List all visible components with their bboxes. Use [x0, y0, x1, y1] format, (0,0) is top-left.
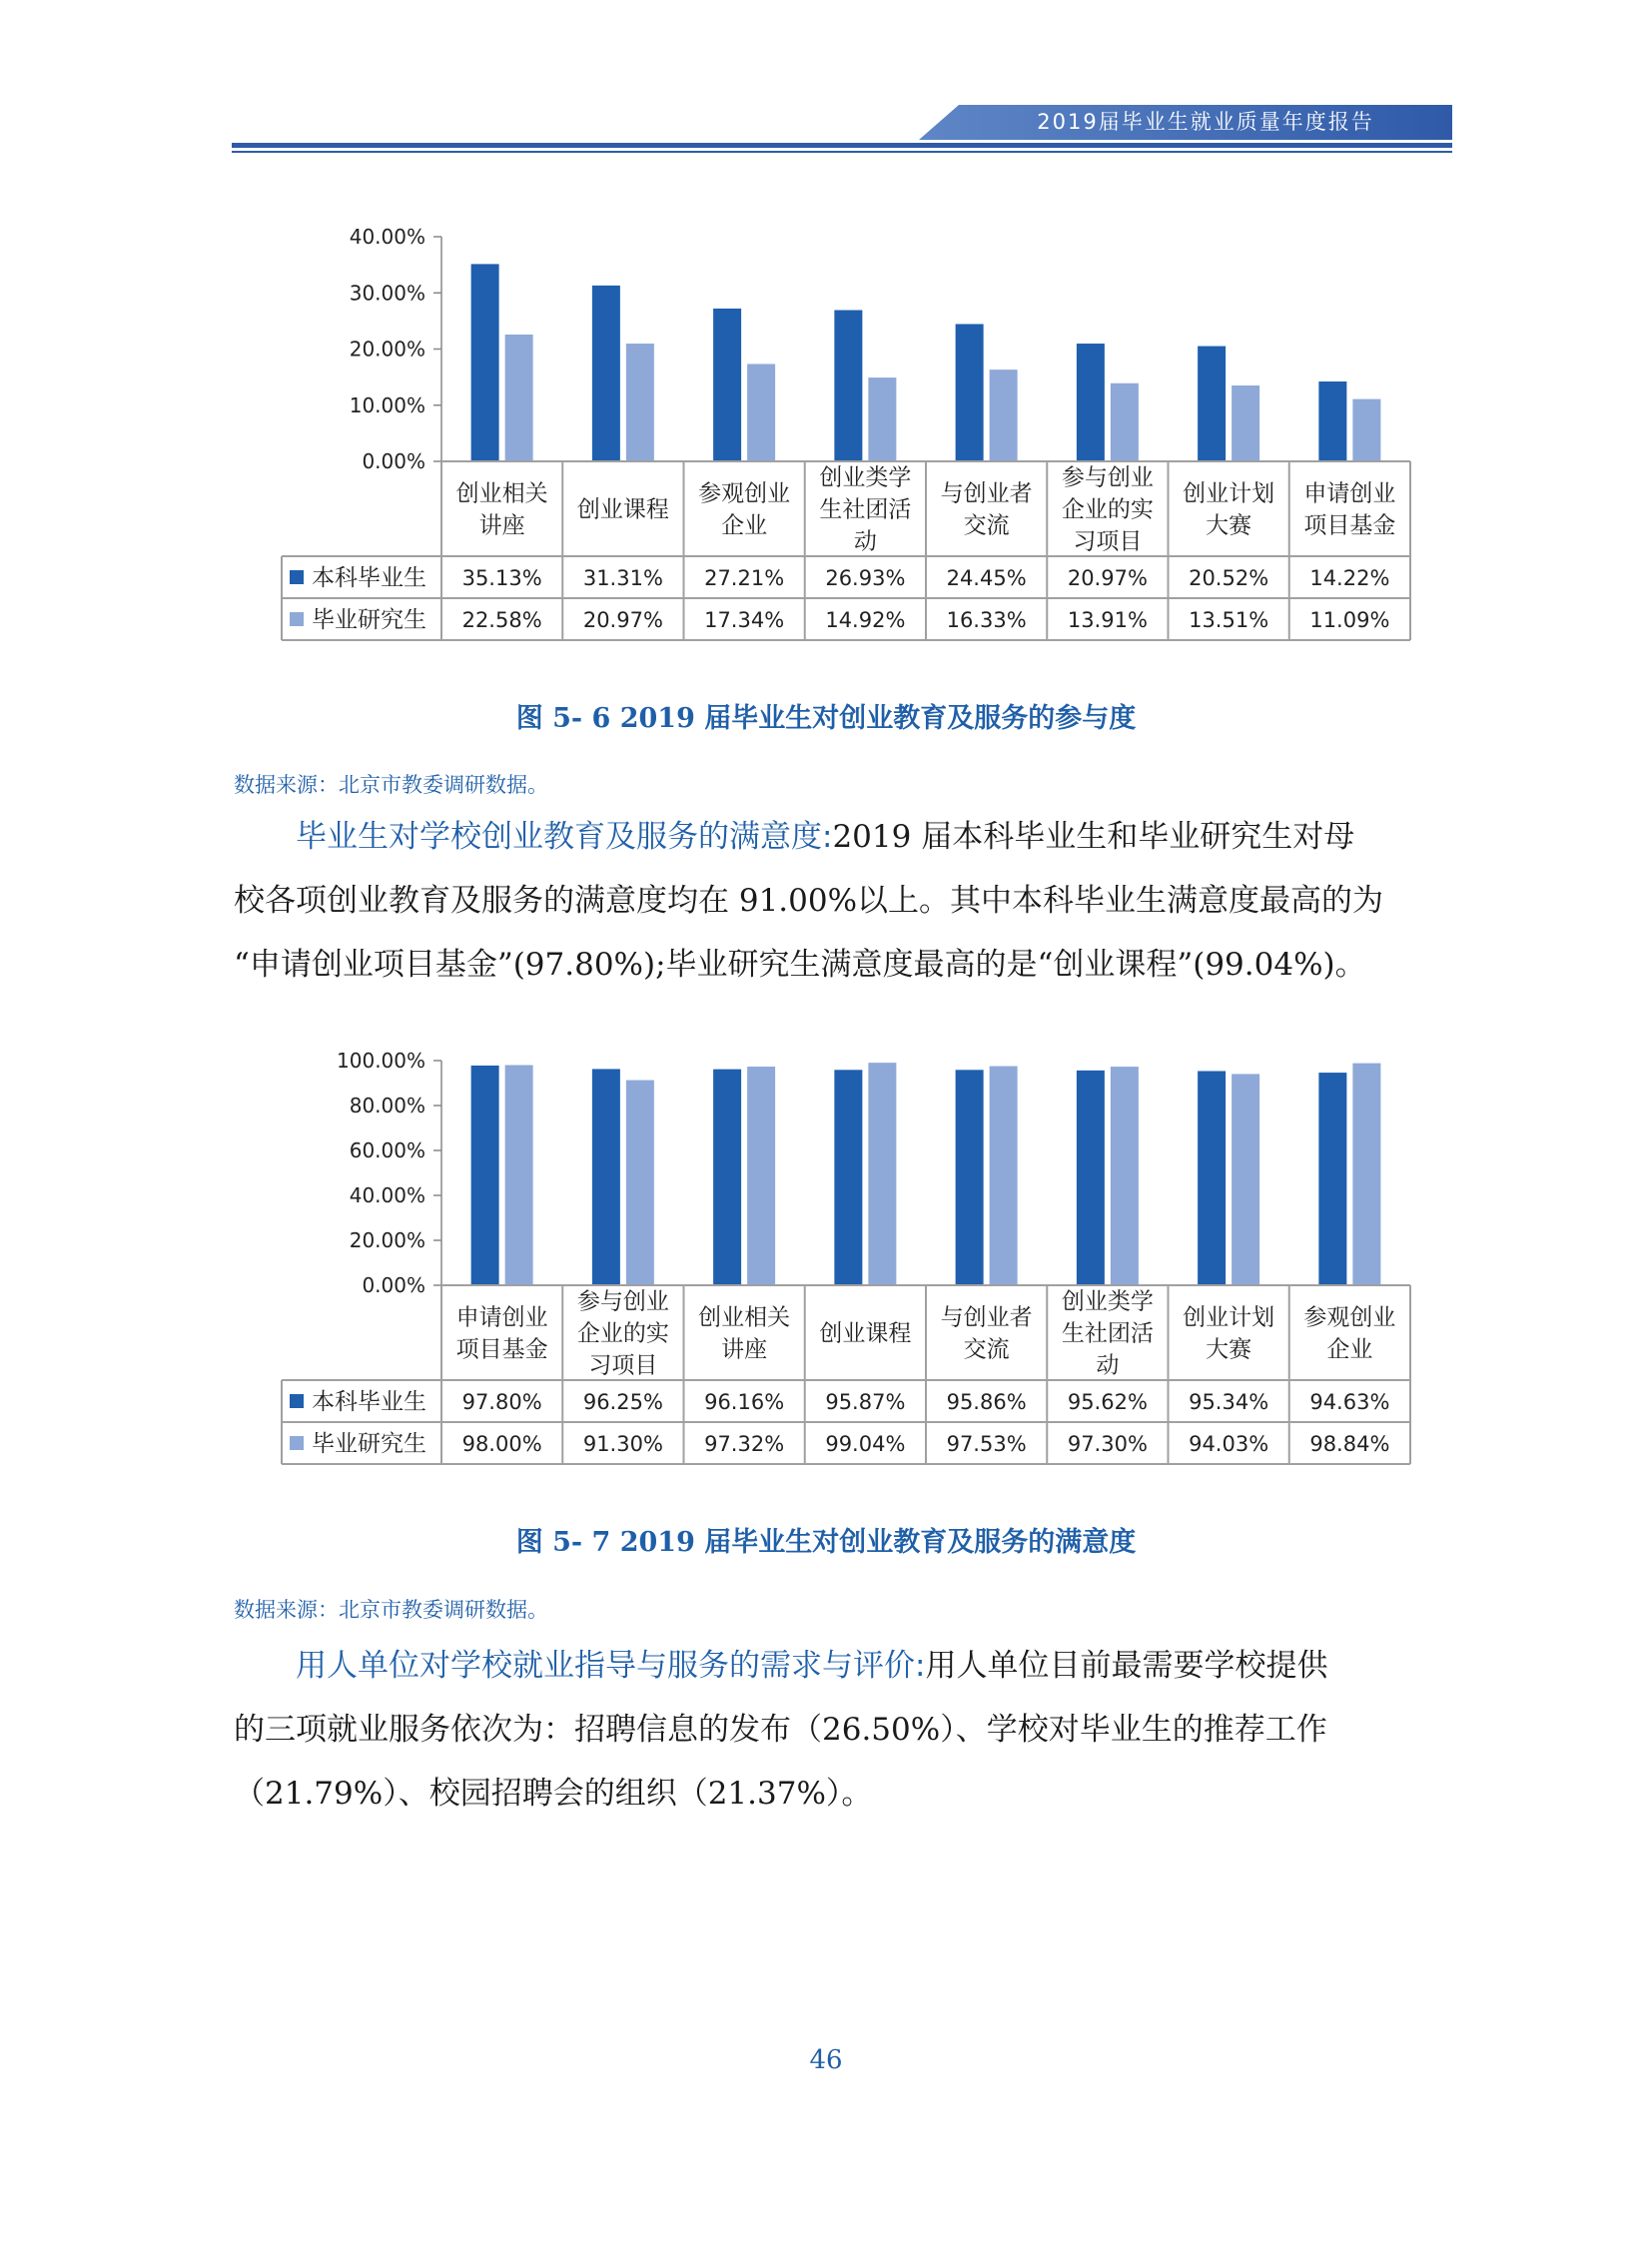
category-label: 参观创业	[698, 480, 791, 507]
category-label: 与创业者	[940, 480, 1033, 507]
data-label: 98.00%	[461, 1432, 542, 1456]
y-tick-label: 10.00%	[349, 392, 425, 417]
y-tick-label: 80.00%	[349, 1094, 425, 1118]
legend-key	[290, 570, 304, 584]
data-label: 95.87%	[825, 1390, 906, 1414]
category-label: 生社团活	[819, 496, 912, 523]
bar-2-s0-c1	[592, 1069, 620, 1285]
category-label: 创业类学	[819, 464, 912, 491]
data-label: 31.31%	[582, 566, 663, 590]
bar-2-s1-c1	[626, 1081, 654, 1285]
data-label: 26.93%	[825, 566, 906, 590]
data-label: 20.97%	[582, 608, 663, 632]
category-label: 参与创业	[576, 1288, 669, 1315]
data-label: 13.51%	[1189, 608, 1269, 632]
category-label: 创业课程	[819, 1320, 912, 1347]
bar-1-s0-c5	[1077, 344, 1105, 461]
chart-svg	[0, 1039, 1652, 1483]
chart1-caption: 图 5- 6 2019 届毕业生对创业教育及服务的参与度	[515, 703, 1137, 734]
bar-1-s1-c6	[1232, 385, 1259, 461]
category-label: 创业计划	[1183, 480, 1275, 507]
bar-2-s1-c6	[1232, 1074, 1259, 1285]
chart-participation	[0, 215, 1652, 659]
category-label: 动	[1096, 1352, 1120, 1379]
category-label: 参与创业	[1061, 464, 1154, 491]
data-label: 96.25%	[582, 1390, 663, 1414]
y-tick-label: 60.00%	[349, 1138, 425, 1162]
y-tick-label: 20.00%	[349, 337, 425, 362]
data-label: 94.03%	[1189, 1432, 1269, 1456]
data-label: 94.63%	[1309, 1390, 1390, 1414]
chart-svg	[0, 215, 1652, 659]
data-label: 17.34%	[704, 608, 785, 632]
bar-2-s0-c2	[713, 1070, 741, 1285]
chart-satisfaction	[0, 1039, 1652, 1483]
category-label: 习项目	[588, 1352, 658, 1379]
header-title: 2019届毕业生就业质量年度报告	[1037, 110, 1374, 134]
y-tick-label: 0.00%	[362, 1273, 425, 1297]
data-label: 14.22%	[1309, 566, 1390, 590]
category-label: 企业的实	[576, 1320, 669, 1347]
data-label: 22.58%	[461, 608, 542, 632]
category-label: 项目基金	[455, 1336, 548, 1363]
data-label: 97.32%	[704, 1432, 785, 1456]
bar-1-s0-c4	[956, 324, 984, 461]
category-label: 讲座	[478, 512, 525, 539]
category-label: 企业的实	[1061, 496, 1154, 523]
paragraph-employer	[234, 1634, 1420, 1826]
category-label: 项目基金	[1303, 512, 1396, 539]
legend-key	[290, 1436, 304, 1450]
data-label: 98.84%	[1309, 1432, 1390, 1456]
category-label: 交流	[963, 1336, 1010, 1363]
chart1-source: 数据来源：北京市教委调研数据。	[234, 773, 548, 797]
category-label: 创业课程	[576, 496, 669, 523]
bar-1-s0-c6	[1198, 347, 1226, 461]
data-label: 95.34%	[1189, 1390, 1269, 1414]
data-label: 97.53%	[946, 1432, 1027, 1456]
category-label: 申请创业	[1303, 480, 1396, 507]
category-label: 与创业者	[940, 1304, 1033, 1331]
category-label: 申请创业	[455, 1304, 548, 1331]
data-label: 91.30%	[582, 1432, 663, 1456]
category-label: 动	[853, 528, 877, 555]
bar-1-s1-c4	[990, 370, 1018, 461]
bar-2-s1-c4	[990, 1067, 1018, 1285]
page-number: 46	[809, 2045, 843, 2075]
y-tick-label: 20.00%	[349, 1228, 425, 1252]
data-label: 20.97%	[1067, 566, 1148, 590]
bar-1-s1-c7	[1352, 399, 1380, 461]
legend-label: 毕业研究生	[312, 1431, 426, 1457]
y-tick-label: 100.00%	[337, 1049, 425, 1073]
bar-2-s0-c7	[1318, 1073, 1346, 1285]
y-tick-label: 0.00%	[362, 449, 425, 473]
data-label: 20.52%	[1189, 566, 1269, 590]
data-label: 27.21%	[704, 566, 785, 590]
data-label: 97.30%	[1067, 1432, 1148, 1456]
data-label: 95.62%	[1067, 1390, 1148, 1414]
chart2-source: 数据来源：北京市教委调研数据。	[234, 1598, 548, 1622]
bar-2-s0-c0	[471, 1066, 499, 1285]
y-tick-label: 40.00%	[349, 225, 425, 249]
paragraph1-line2: 校各项创业教育及服务的满意度均在 91.00%以上。其中本科毕业生满意度最高的为	[234, 883, 1384, 919]
data-label: 13.91%	[1067, 608, 1148, 632]
bar-2-s1-c5	[1111, 1067, 1139, 1285]
bar-2-s1-c2	[747, 1067, 775, 1285]
paragraph2-line1: 用人单位目前最需要学校提供	[925, 1648, 1328, 1684]
bar-1-s0-c3	[834, 311, 862, 461]
paragraph1-line1: 2019 届本科毕业生和毕业研究生对母	[832, 819, 1355, 855]
paragraph2-lead: 用人单位对学校就业指导与服务的需求与评价:	[296, 1648, 926, 1684]
data-label: 95.86%	[946, 1390, 1027, 1414]
category-label: 讲座	[721, 1336, 768, 1363]
bar-1-s1-c0	[505, 335, 533, 461]
bar-1-s0-c1	[592, 286, 620, 461]
paragraph1-line3: “申请创业项目基金”(97.80%);毕业研究生满意度最高的是“创业课程”(99.04%)。	[234, 947, 1366, 983]
legend-label: 本科毕业生	[312, 1389, 426, 1415]
bar-1-s1-c5	[1111, 383, 1139, 461]
y-tick-label: 30.00%	[349, 281, 425, 306]
category-label: 大赛	[1206, 1336, 1252, 1363]
bar-2-s0-c3	[834, 1070, 862, 1285]
bar-2-s0-c5	[1077, 1071, 1105, 1285]
bar-2-s1-c0	[505, 1066, 533, 1286]
legend-label: 毕业研究生	[312, 607, 426, 633]
bar-2-s0-c6	[1198, 1071, 1226, 1285]
chart2-caption: 图 5- 7 2019 届毕业生对创业教育及服务的满意度	[515, 1527, 1137, 1558]
data-label: 35.13%	[461, 566, 542, 590]
category-label: 习项目	[1073, 528, 1143, 555]
data-label: 97.80%	[461, 1390, 542, 1414]
header-rule-thin	[232, 151, 1452, 153]
bar-1-s0-c7	[1318, 381, 1346, 461]
data-label: 24.45%	[946, 566, 1027, 590]
paragraph1-lead: 毕业生对学校创业教育及服务的满意度:	[296, 819, 833, 855]
data-label: 11.09%	[1309, 608, 1390, 632]
bar-1-s1-c2	[747, 364, 775, 461]
category-label: 生社团活	[1061, 1320, 1154, 1347]
bar-1-s1-c1	[626, 344, 654, 461]
category-label: 企业	[721, 512, 768, 539]
y-tick-label: 40.00%	[349, 1183, 425, 1207]
paragraph2-line3: （21.79%）、校园招聘会的组织（21.37%）。	[234, 1776, 873, 1812]
category-label: 参观创业	[1303, 1304, 1396, 1331]
category-label: 交流	[963, 512, 1010, 539]
legend-key	[290, 612, 304, 626]
header-rule	[232, 143, 1452, 148]
bar-2-s0-c4	[956, 1070, 984, 1285]
bar-1-s0-c0	[471, 264, 499, 461]
bar-1-s0-c2	[713, 309, 741, 461]
legend-key	[290, 1394, 304, 1408]
category-label: 创业相关	[455, 480, 548, 507]
category-label: 创业计划	[1183, 1304, 1275, 1331]
data-label: 16.33%	[946, 608, 1027, 632]
bar-2-s1-c7	[1352, 1064, 1380, 1285]
category-label: 创业类学	[1061, 1288, 1154, 1315]
legend-label: 本科毕业生	[312, 565, 426, 591]
paragraph2-line2: 的三项就业服务依次为：招聘信息的发布（26.50%）、学校对毕业生的推荐工作	[234, 1712, 1327, 1748]
category-label: 企业	[1326, 1336, 1373, 1363]
data-label: 99.04%	[825, 1432, 906, 1456]
bar-1-s1-c3	[868, 377, 896, 461]
category-label: 大赛	[1206, 512, 1252, 539]
category-label: 创业相关	[698, 1304, 791, 1331]
bar-2-s1-c3	[868, 1063, 896, 1285]
data-label: 96.16%	[704, 1390, 785, 1414]
data-label: 14.92%	[825, 608, 906, 632]
paragraph-satisfaction	[234, 805, 1420, 997]
